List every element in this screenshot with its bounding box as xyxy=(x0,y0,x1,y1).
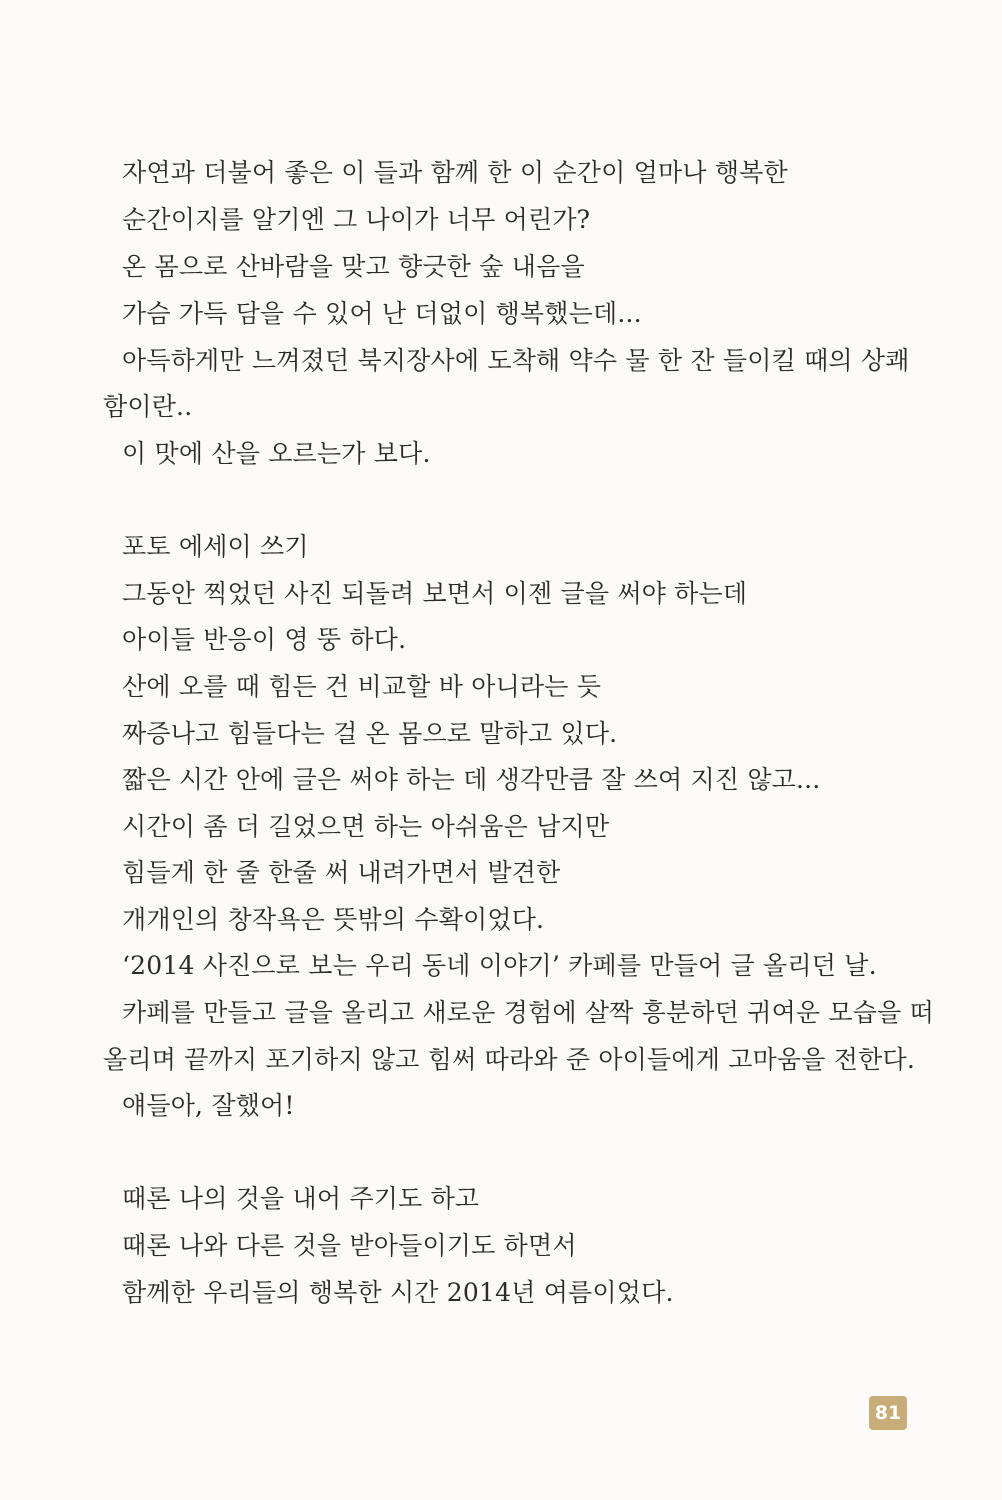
text-line: 이 맛에 산을 오르는가 보다. xyxy=(122,439,431,468)
text-line: 짜증나고 힘들다는 걸 온 몸으로 말하고 있다. xyxy=(122,719,618,748)
text-line: 올리며 끝까지 포기하지 않고 힘써 따라와 준 아이들에게 고마움을 전한다. xyxy=(103,1045,915,1074)
text-line: 함이란.. xyxy=(103,392,193,421)
text-line: 개개인의 창작욕은 뜻밖의 수확이었다. xyxy=(122,905,545,934)
text-line: 시간이 좀 더 길었으면 하는 아쉬움은 남지만 xyxy=(122,812,610,841)
text-line: 얘들아, 잘했어! xyxy=(122,1091,295,1120)
text-line: 온 몸으로 산바람을 맞고 향긋한 숲 내음을 xyxy=(122,252,585,281)
page-number-badge: 81 xyxy=(869,1396,907,1430)
text-line: 아이들 반응이 영 뚱 하다. xyxy=(122,625,407,654)
text-line: 때론 나의 것을 내어 주기도 하고 xyxy=(122,1184,480,1213)
text-line: 힘들게 한 줄 한줄 써 내려가면서 발견한 xyxy=(122,858,561,887)
text-line: 카페를 만들고 글을 올리고 새로운 경험에 살짝 흥분하던 귀여운 모습을 떠 xyxy=(122,998,934,1027)
text-line: 그동안 찍었던 사진 되돌려 보면서 이젠 글을 써야 하는데 xyxy=(122,579,748,608)
text-line: 아득하게만 느껴졌던 북지장사에 도착해 약수 물 한 잔 들이킬 때의 상쾌 xyxy=(122,346,910,375)
text-line: 때론 나와 다른 것을 받아들이기도 하면서 xyxy=(122,1231,577,1260)
text-line: 짧은 시간 안에 글은 써야 하는 데 생각만큼 잘 쓰여 지진 않고... xyxy=(122,765,821,794)
text-line: 함께한 우리들의 행복한 시간 2014년 여름이었다. xyxy=(122,1278,674,1307)
text-line: 산에 오를 때 힘든 건 비교할 바 아니라는 듯 xyxy=(122,672,602,701)
section-heading: 포토 에세이 쓰기 xyxy=(122,532,309,561)
text-line: 가슴 가득 담을 수 있어 난 더없이 행복했는데... xyxy=(122,299,642,328)
text-line: ‘2014 사진으로 보는 우리 동네 이야기’ 카페를 만들어 글 올리던 날. xyxy=(122,951,877,980)
text-line: 자연과 더불어 좋은 이 들과 함께 한 이 순간이 얼마나 행복한 xyxy=(122,158,788,187)
text-line: 순간이지를 알기엔 그 나이가 너무 어린가? xyxy=(122,205,591,234)
